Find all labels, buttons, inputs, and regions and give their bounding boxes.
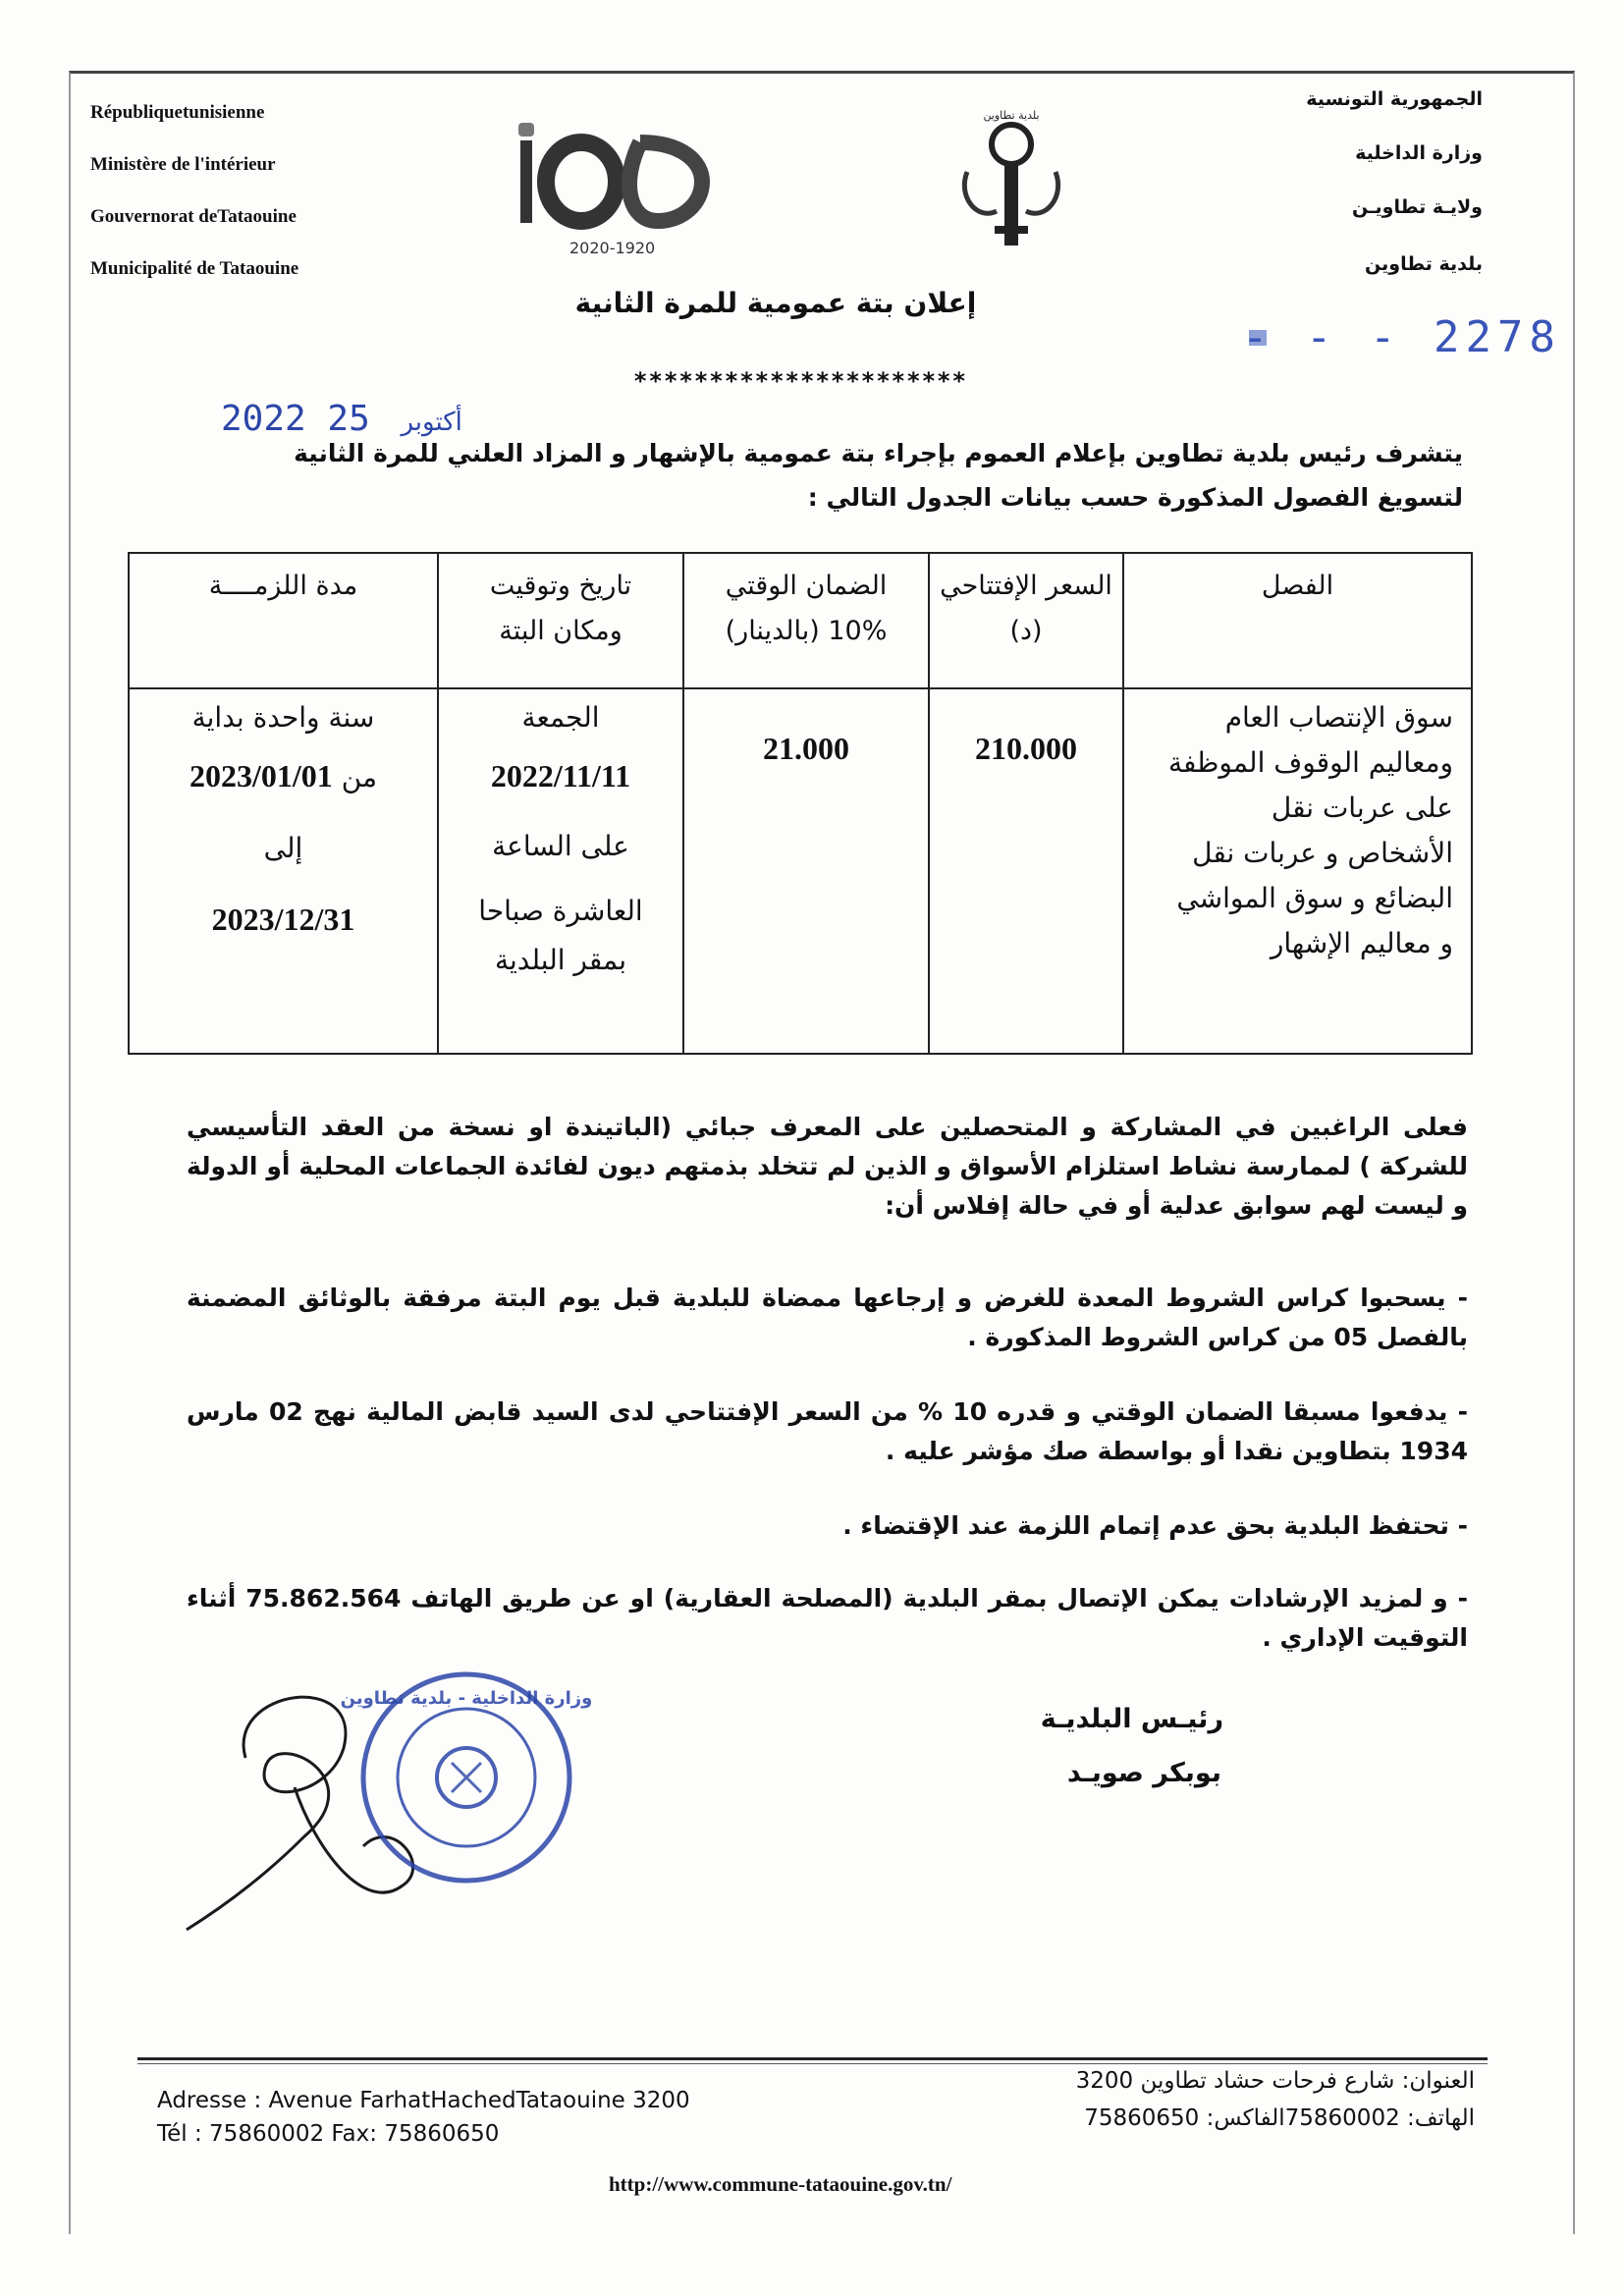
paragraph-eligibility: فعلى الراغبين في المشاركة و المتحصلين على المعرف جبائي (الباتيندة او نسخة من العقد التأسيسي للشركة ) لممارسة نشاط استلزام الأسواق و الذين لم تتخلد بذمتهم ديون لفائدة الجماعات المحلية أو الدولة و ليست لهم سوابق عدلية أو في حالة إفلاس أن: bbox=[187, 1113, 1468, 1220]
emblem-text: بلدية تطاوين bbox=[983, 109, 1040, 122]
stamp-text: وزارة الداخلية - بلدية تطاوين bbox=[340, 1688, 593, 1709]
signature-name: بوبكر صويـد bbox=[1066, 1758, 1221, 1788]
duration-from-value: 2023/01/01 bbox=[189, 758, 333, 793]
title-stars: ********************** bbox=[633, 367, 967, 395]
reference-number: - - - 2278 bbox=[1242, 312, 1561, 362]
date-stamp-day: 25 bbox=[327, 399, 370, 439]
cell-fasl bbox=[1123, 688, 1472, 1054]
duration-from-label: من bbox=[341, 761, 377, 793]
footer-divider bbox=[137, 2057, 1488, 2060]
header-fr-governorate: Gouvernorat deTataouine bbox=[90, 206, 297, 227]
website-url[interactable]: http://www.commune-tataouine.gov.tn/ bbox=[609, 2172, 952, 2196]
header-duration: مدة اللزمــــة bbox=[129, 553, 438, 688]
fasl-line: البضائع و سوق المواشي bbox=[1176, 882, 1453, 914]
duration-line-1: سنة واحدة بداية bbox=[191, 701, 375, 734]
duration-from bbox=[131, 740, 436, 813]
document-title: إعلان بتة عمومية للمرة الثانية bbox=[574, 287, 977, 319]
header-fr-republic: Républiquetunisienne bbox=[90, 102, 265, 123]
header-date-line1: تاريخ وتوقيت bbox=[489, 571, 632, 601]
footer-tel-fr: Tél : 75860002 Fax: 75860650 bbox=[157, 2121, 500, 2147]
duration-to-label: إلى bbox=[263, 832, 303, 864]
date-value: 2022/11/11 bbox=[490, 758, 631, 793]
municipality-emblem-icon bbox=[947, 103, 1075, 250]
header-ar-governorate: ولايـة تطاويـن bbox=[1351, 196, 1483, 218]
header-ar-ministry: وزارة الداخلية bbox=[1355, 142, 1483, 164]
date-place: بمقر البلدية bbox=[494, 944, 627, 976]
fasl-line: على عربات نقل bbox=[1271, 792, 1453, 824]
fasl-line: و معاليم الإشهار bbox=[1270, 927, 1453, 959]
date-stamp-year: 2022 bbox=[221, 399, 306, 439]
table-row bbox=[129, 688, 1472, 1054]
official-stamp-icon bbox=[340, 1665, 593, 1890]
fasl-line: ومعاليم الوقوف الموظفة bbox=[1167, 746, 1453, 779]
header-date-line2: ومكان البتة bbox=[499, 616, 623, 646]
reference-value: 2278 bbox=[1433, 312, 1561, 362]
centenary-years: 2020-1920 bbox=[569, 239, 656, 257]
date-time-1: على الساعة bbox=[492, 830, 629, 862]
paragraph-conditions: - يسحبوا كراس الشروط المعدة للغرض و إرجاعها ممضاة للبلدية قبل يوم البتة مرفقة بالوثائق المضمنة بالفصل 05 من كراس الشروط المذكورة . bbox=[187, 1284, 1468, 1351]
header-ar-republic: الجمهورية التونسية bbox=[1306, 88, 1483, 110]
header-guarantee-line2: 10% (بالدينار) bbox=[725, 616, 888, 646]
date-time-2: العاشرة صباحا bbox=[478, 895, 643, 927]
duration-to-value: 2023/12/31 bbox=[211, 902, 355, 937]
cell-duration bbox=[129, 688, 438, 1054]
date-stamp-month: أكتوبر bbox=[401, 408, 462, 437]
cell-date bbox=[438, 688, 683, 1054]
header-guarantee bbox=[683, 553, 929, 688]
footer-address-fr: Adresse : Avenue FarhatHachedTataouine 3200 bbox=[157, 2088, 690, 2113]
footer-divider-thin bbox=[137, 2063, 1488, 2064]
paragraph-guarantee: - يدفعوا مسبقا الضمان الوقتي و قدره 10 % من السعر الإفتتاحي لدى السيد قابض المالية نهج 02 مارس 1934 بتطاوين نقدا أو بواسطة صك مؤشر عليه . bbox=[187, 1397, 1468, 1465]
footer-tel-ar: الهاتف: 75860002الفاكس: 75860650 bbox=[1084, 2105, 1475, 2131]
intro-line-2: لتسويغ الفصول المذكورة حسب بيانات الجدول التالي : bbox=[807, 483, 1463, 512]
intro-line-1: يتشرف رئيس بلدية تطاوين بإعلام العموم بإجراء بتة عمومية بالإشهار و المزاد العلني للمرة الثانية bbox=[294, 439, 1463, 467]
header-fr-ministry: Ministère de l'intérieur bbox=[90, 154, 276, 175]
header-fr-municipality: Municipalité de Tataouine bbox=[90, 258, 299, 279]
date-day: الجمعة bbox=[521, 701, 600, 734]
table-header-row bbox=[129, 553, 1472, 688]
header-guarantee-line1: الضمان الوقتي bbox=[725, 571, 888, 601]
header-price: السعر الإفتتاحي (د) bbox=[929, 553, 1123, 688]
footer-address-ar: العنوان: شارع فرحات حشاد تطاوين 3200 bbox=[1075, 2068, 1475, 2094]
cell-guarantee: 21.000 bbox=[683, 688, 929, 1054]
fasl-line: الأشخاص و عربات نقل bbox=[1192, 837, 1453, 869]
signature-title: رئيـس البلديـة bbox=[1040, 1704, 1223, 1734]
cell-price: 210.000 bbox=[929, 688, 1123, 1054]
header-date bbox=[438, 553, 683, 688]
paragraph-reserve: - تحتفظ البلدية بحق عدم إتمام اللزمة عند الإقتضاء . bbox=[842, 1511, 1468, 1540]
date-stamp bbox=[221, 399, 472, 439]
header-ar-municipality: بلدية تطاوين bbox=[1365, 253, 1483, 275]
auction-table bbox=[128, 552, 1473, 1055]
paragraph-info: - و لمزيد الإرشادات يمكن الإتصال بمقر البلدية (المصلحة العقارية) او عن طريق الهاتف 75.862.564 أثناء التوقيت الإداري . bbox=[187, 1584, 1468, 1652]
centenary-logo-icon bbox=[511, 113, 717, 260]
fasl-line: سوق الإنتصاب العام bbox=[1224, 701, 1453, 734]
header-fasl: الفصل bbox=[1123, 553, 1472, 688]
